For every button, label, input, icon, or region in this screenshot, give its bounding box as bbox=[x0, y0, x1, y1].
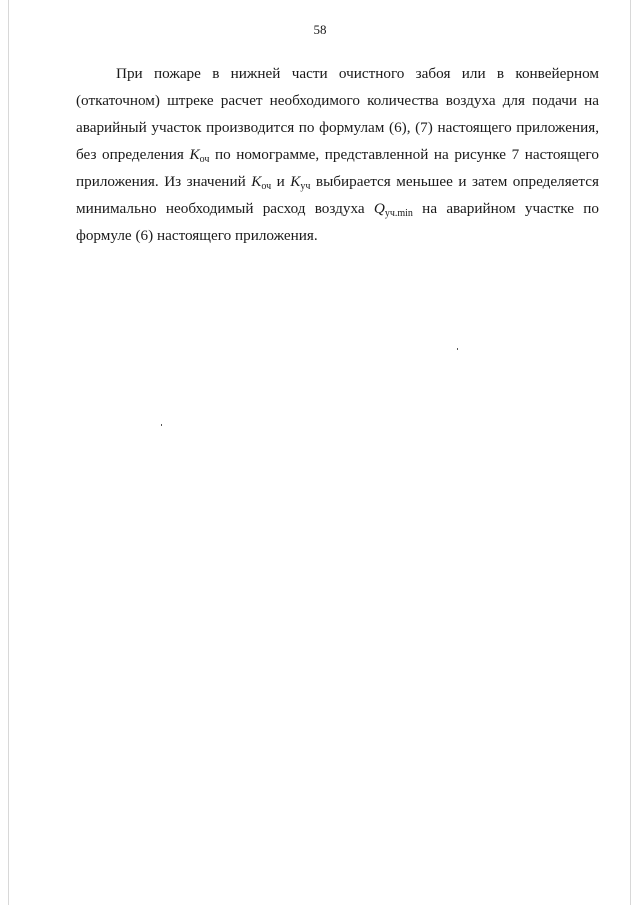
scan-speck bbox=[457, 348, 458, 350]
page-number: 58 bbox=[313, 22, 327, 37]
symbol-letter: K bbox=[290, 173, 301, 190]
symbol-letter: K bbox=[251, 173, 262, 190]
paragraph-line: аварийный участок производится по формулам (6), (7) настоящего приложения, bbox=[76, 119, 599, 136]
body-paragraph bbox=[76, 60, 599, 249]
symbol-subscript: оч bbox=[199, 154, 210, 165]
scan-speck bbox=[161, 424, 162, 426]
text-fragment: на аварийном участке по bbox=[412, 200, 600, 217]
text-fragment: приложения. Из значений bbox=[76, 173, 252, 190]
paragraph-line: формуле (6) настоящего приложения. bbox=[76, 227, 318, 244]
symbol-letter: K bbox=[189, 146, 200, 163]
symbol-q-uch-min bbox=[374, 200, 413, 217]
scan-edge-left bbox=[8, 0, 9, 905]
text-fragment: выбирается меньшее и затем определяется bbox=[310, 173, 599, 190]
symbol-k-uch bbox=[290, 173, 310, 190]
symbol-k-och bbox=[189, 146, 209, 163]
text-fragment: по номограмме, представленной на рисунке 7 настоящего bbox=[209, 146, 599, 163]
symbol-subscript: уч.min bbox=[384, 208, 413, 219]
scan-edge-right bbox=[630, 0, 631, 905]
paragraph-line bbox=[76, 195, 599, 222]
text-fragment: минимально необходимый расход воздуха bbox=[76, 200, 374, 217]
paragraph-line: (откаточном) штреке расчет необходимого количества воздуха для подачи на bbox=[76, 92, 599, 109]
paragraph-line bbox=[76, 141, 599, 168]
paragraph-line: При пожаре в нижней части очистного забоя или в конвейерном bbox=[116, 65, 599, 82]
text-fragment: без определения bbox=[76, 146, 190, 163]
symbol-letter: Q bbox=[373, 200, 385, 217]
paragraph-line bbox=[76, 168, 599, 195]
symbol-k-och bbox=[251, 173, 271, 190]
symbol-subscript: оч bbox=[261, 181, 272, 192]
symbol-subscript: уч bbox=[300, 181, 311, 192]
text-fragment: и bbox=[271, 173, 291, 190]
